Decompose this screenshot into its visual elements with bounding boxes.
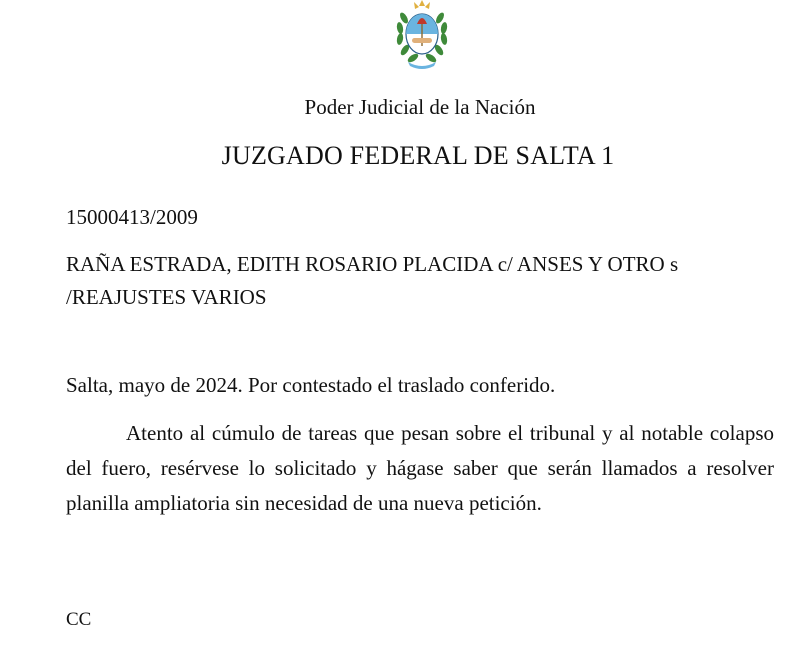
resolution-opening: Salta, mayo de 2024. Por contestado el traslado conferido. [66,373,556,397]
issuer-heading: Poder Judicial de la Nación [304,95,536,119]
case-number: 15000413/2009 [66,205,198,229]
signatory-initials: CC [66,609,92,630]
case-caption: RAÑA ESTRADA, EDITH ROSARIO PLACIDA c/ ANSES Y OTRO s /REAJUSTES VARIOS [66,252,679,309]
coat-of-arms-seal [386,0,458,72]
resolution-body: Atento al cúmulo de tareas que pesan sobre el tribunal y al notable colapso del fuero, resérvese lo solicitado y hágase saber que serán llamados a resolver planilla ampliatoria sin necesidad de una nueva petición. [66,421,774,515]
court-title: JUZGADO FEDERAL DE SALTA 1 [221,141,615,170]
argentina-coat-of-arms-icon [386,0,458,72]
sun-rays [414,0,430,9]
